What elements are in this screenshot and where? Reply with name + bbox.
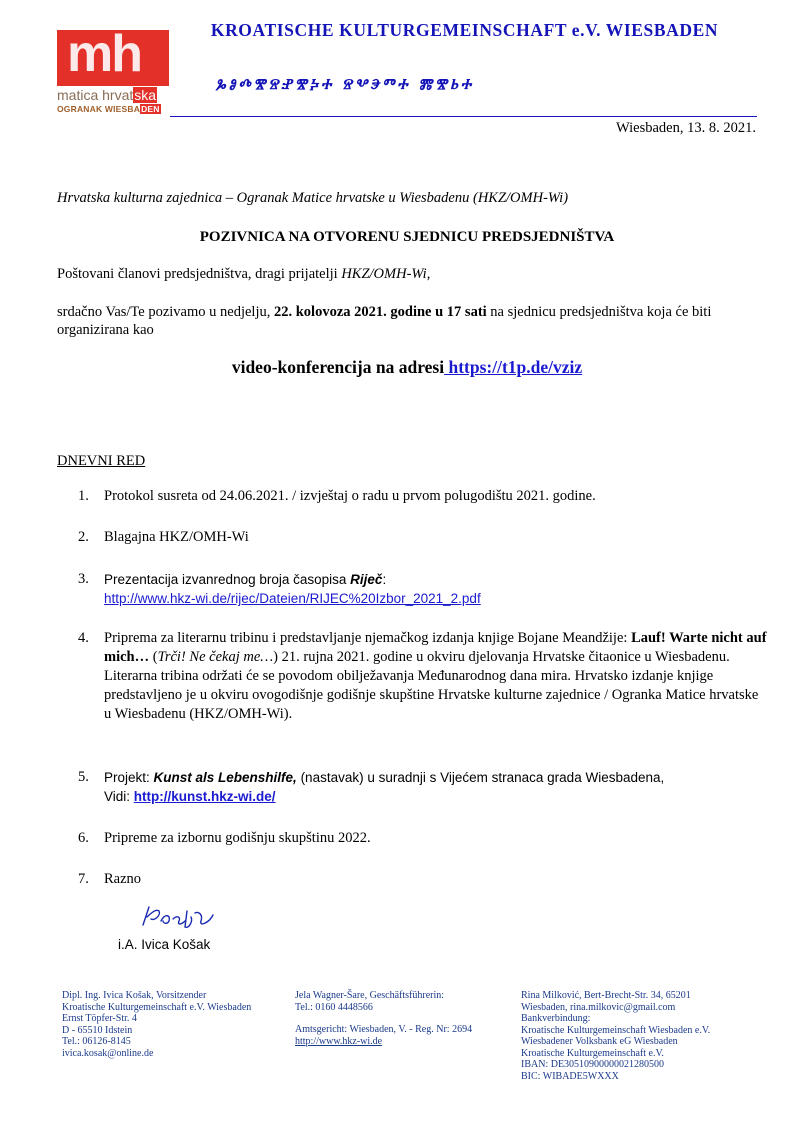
footer-website-link[interactable]: http://www.hkz-wi.de	[295, 1035, 383, 1047]
footer-column-chairman: Dipl. Ing. Ivica Košak, Vorsitzender Kroatische Kulturgemeinschaft e.V. Wiesbaden Ernst Töpfer-Str. 4 D - 65510 Idstein Tel.: 06126-8145 ivica.kosak@online.de	[62, 990, 252, 1059]
header-divider	[170, 116, 757, 117]
handwritten-signature	[135, 903, 220, 933]
rijec-pdf-link[interactable]: http://www.hkz-wi.de/rijec/Dateien/RIJEC%20Izbor_2021_2.pdf	[104, 591, 481, 606]
logo-branch: OGRANAK WIESBADEN	[57, 104, 160, 114]
glagolitic-line: ⰳⱁⰴⰺⱄⱀⰺⰽⰰ ⱄⰲⰵⱅⰰ ⰿⰺⱃⰰ	[215, 76, 474, 97]
logo-mh-text: mh	[67, 25, 141, 83]
footer-column-manager: Jela Wagner-Šare, Geschäftsführerin: Tel.: 0160 4448566 Amtsgericht: Wiesbaden, V. - Reg. Nr: 2694 http://www.hkz-wi.de	[295, 990, 473, 1047]
video-conference-line: video-konferencija na adresi https://t1p.de/vziz	[231, 357, 583, 377]
letter-date: Wiesbaden, 13. 8. 2021.	[616, 120, 756, 136]
video-conference-link[interactable]: https://t1p.de/vziz	[444, 357, 583, 377]
intro-line: Hrvatska kulturna zajednica – Ogranak Matice hrvatske u Wiesbadenu (HKZ/OMH-Wi)	[57, 190, 569, 206]
footer-column-treasurer: Rina Milković, Bert-Brecht-Str. 34, 65201 Wiesbaden, rina.milkovic@gmail.com Bankverbindung: Kroatische Kulturgemeinschaft Wiesbaden e.V. Wiesbadener Volksbank eG Wiesbaden Kroatische Kulturgemeinschaft e.V. IBAN: DE30510900000021280500 BIC: WIBADE5WXXX	[521, 990, 711, 1082]
kunst-link[interactable]: http://kunst.hkz-wi.de/	[133, 789, 276, 804]
logo-name: matica hrvatska	[57, 87, 157, 103]
agenda-title: DNEVNI RED	[57, 453, 146, 469]
invitation-heading: POZIVNICA NA OTVORENU SJEDNICU PREDSJEDNIŠTVA	[199, 229, 615, 245]
signature-name: i.A. Ivica Košak	[118, 937, 211, 952]
matica-logo	[57, 25, 169, 115]
greeting: Poštovani članovi predsjedništva, dragi prijatelji HKZ/OMH-Wi,	[57, 266, 431, 282]
invitation-paragraph: srdačno Vas/Te pozivamo u nedjelju, 22. kolovoza 2021. godine u 17 sati na sjednicu predsjedništva koja će biti organizirana kao	[57, 304, 712, 338]
organization-title: KROATISCHE KULTURGEMEINSCHAFT e.V. WIESBADEN	[210, 20, 719, 40]
